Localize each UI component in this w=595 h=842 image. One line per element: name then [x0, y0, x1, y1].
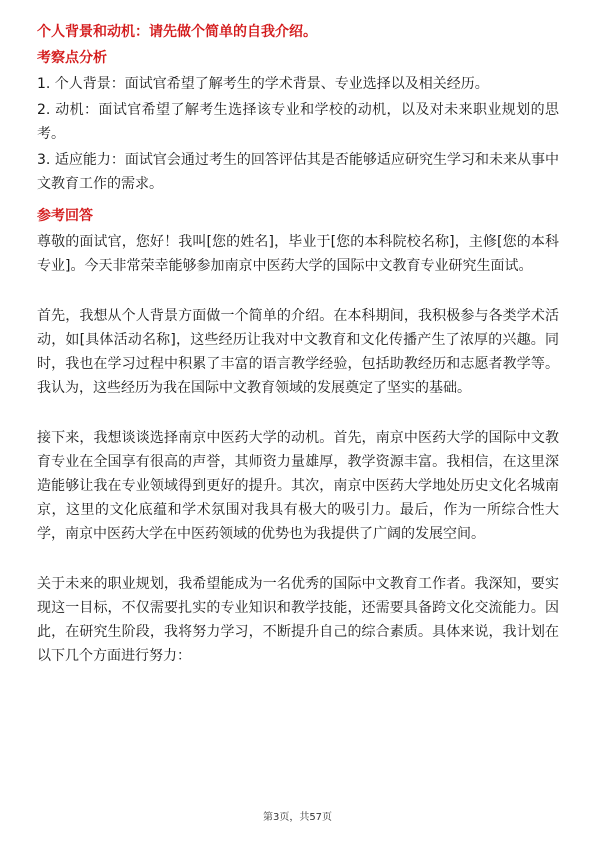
analysis-item-motivation: 2. 动机：面试官希望了解考生选择该专业和学校的动机，以及对未来职业规划的思考。	[37, 102, 559, 142]
question-title: 个人背景和动机：请先做个简单的自我介绍。	[37, 24, 317, 40]
analysis-item-background: 1. 个人背景：面试官希望了解考生的学术背景、专业选择以及相关经历。	[37, 76, 489, 92]
analysis-list	[37, 72, 559, 196]
answer-paragraph-background: 首先，我想从个人背景方面做一个简单的介绍。在本科期间，我积极参与各类学术活动，如[具体活动名称]，这些经历让我对中文教育和文化传播产生了浓厚的兴趣。同时，我也在学习过程中积累了丰富的语言教学经验，包括助教经历和志愿者教学等。我认为，这些经历为我在国际中文教育领域的发展奠定了坚实的基础。	[37, 308, 559, 396]
answer-paragraph-career-plan: 关于未来的职业规划，我希望能成为一名优秀的国际中文教育工作者。我深知，要实现这一目标，不仅需要扎实的专业知识和教学技能，还需要具备跨文化交流能力。因此，在研究生阶段，我将努力学习，不断提升自己的综合素质。具体来说，我计划在以下几个方面进行努力：	[37, 576, 559, 664]
document-page	[37, 22, 559, 668]
answer-paragraph-greeting: 尊敬的面试官，您好！我叫[您的姓名]，毕业于[您的本科院校名称]，主修[您的本科专业]。今天非常荣幸能够参加南京中医药大学的国际中文教育专业研究生面试。	[37, 234, 559, 274]
analysis-heading: 考察点分析	[37, 50, 107, 66]
answer-heading: 参考回答	[37, 208, 93, 224]
analysis-item-adaptability: 3. 适应能力：面试官会通过考生的回答评估其是否能够适应研究生学习和未来从事中文教育工作的需求。	[37, 152, 559, 192]
answer-body	[37, 230, 559, 668]
answer-paragraph-motivation: 接下来，我想谈谈选择南京中医药大学的动机。首先，南京中医药大学的国际中文教育专业在全国享有很高的声誉，其师资力量雄厚，教学资源丰富。我相信，在这里深造能够让我在专业领域得到更好的提升。其次，南京中医药大学地处历史文化名城南京，这里的文化底蕴和学术氛围对我具有极大的吸引力。最后，作为一所综合性大学，南京中医药大学在中医药领域的优势也为我提供了广阔的发展空间。	[37, 430, 559, 542]
page-number-footer: 第3页，共57页	[262, 812, 333, 823]
